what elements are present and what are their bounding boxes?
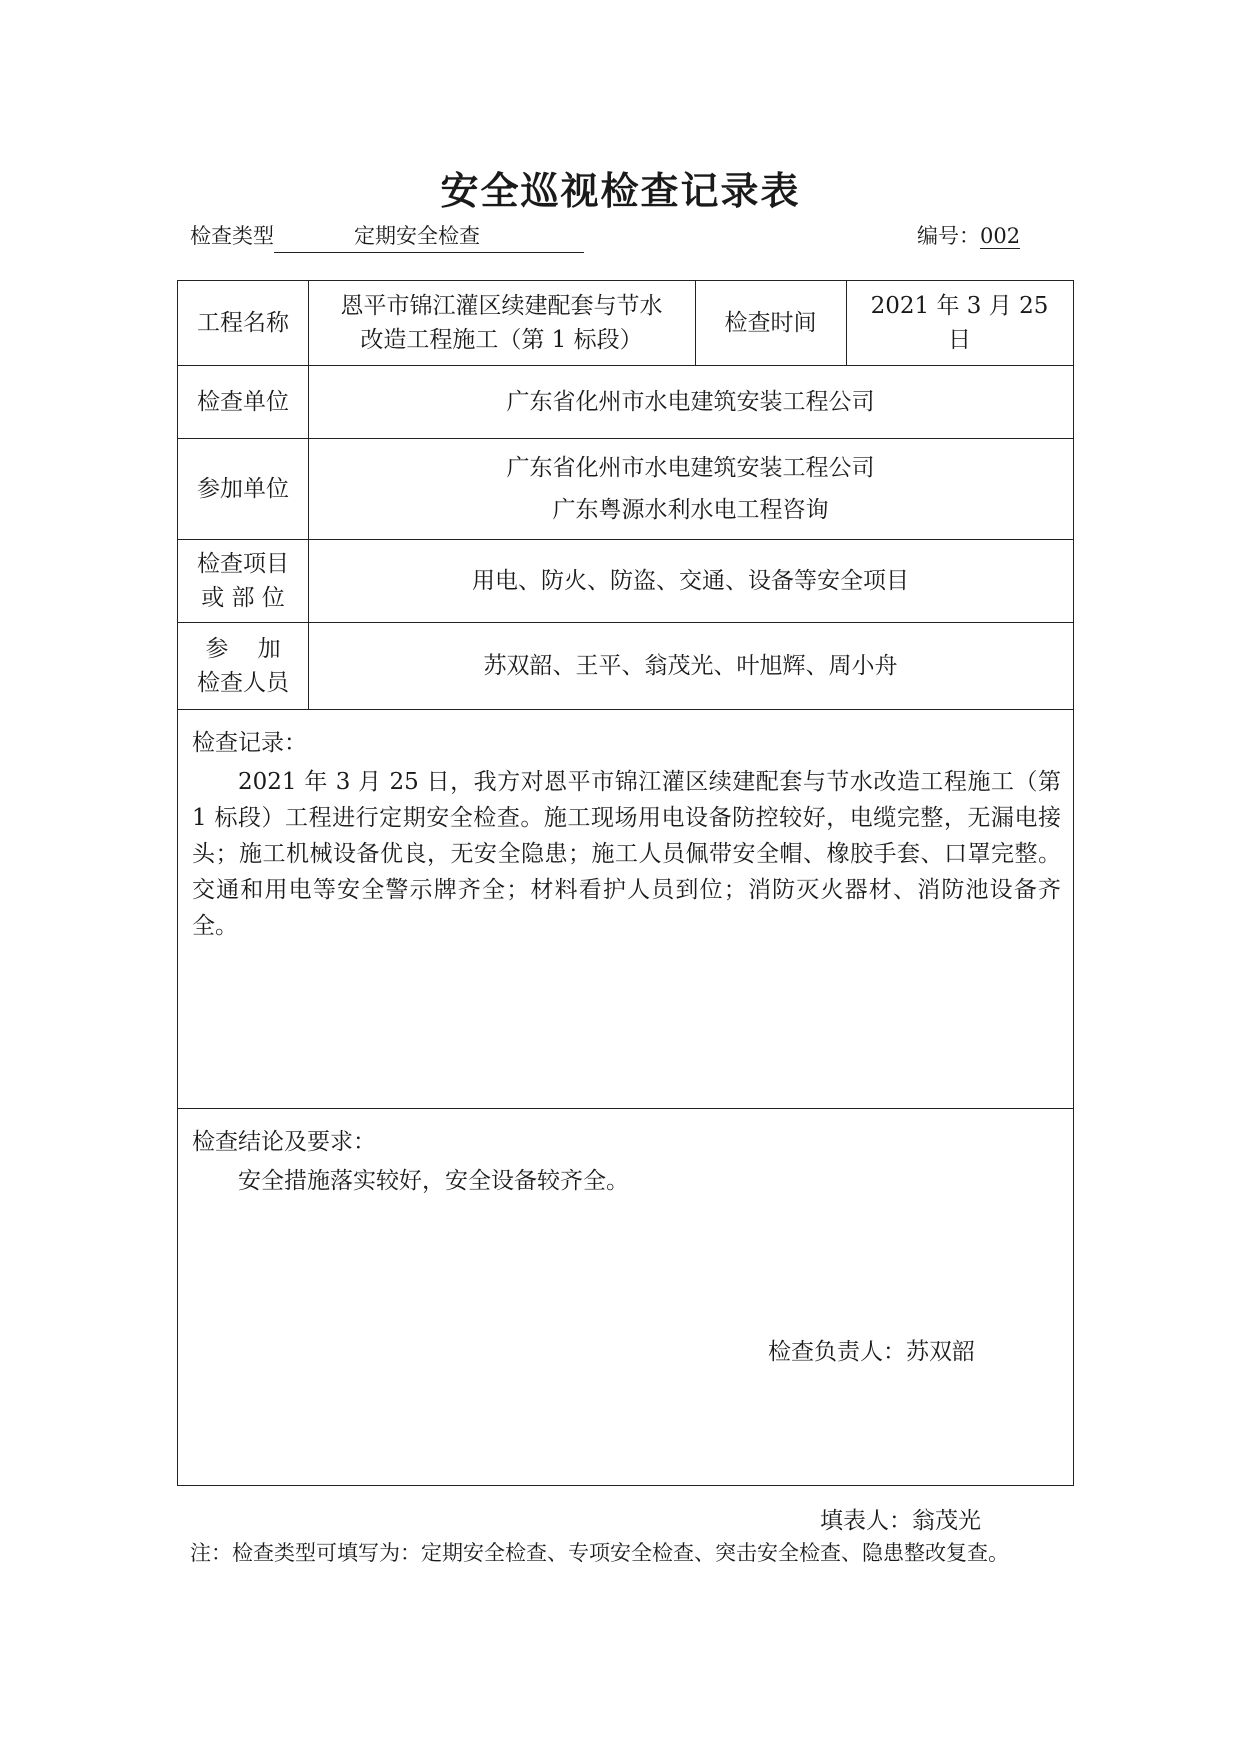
responsible-name[interactable]: 苏双韶 xyxy=(906,1339,975,1365)
row-divider xyxy=(178,1108,1073,1109)
record-text[interactable]: 2021 年 3 月 25 日，我方对恩平市锦江灌区续建配套与节水改造工程施工（第 1 标段）工程进行定期安全检查。施工现场用电设备防控较好，电缆完整，无漏电接头；施工机械设备优良，无安全隐患；施工人员佩带安全帽、橡胶手套、口罩完整。交通和用电等安全警示牌齐全；材料看护人员到位；消防灭火器材、消防池设备齐全。 xyxy=(192,769,1061,939)
footer-note: 注：检查类型可填写为：定期安全检查、专项安全检查、突击安全检查、隐患整改复查。 xyxy=(190,1541,1009,1565)
filler-line xyxy=(820,1502,981,1535)
participating-unit: 广东粤源水利水电工程咨询 xyxy=(552,496,829,523)
personnel-label: 参 加 检查人员 xyxy=(197,635,289,696)
inspecting-unit-label: 检查单位 xyxy=(197,388,289,415)
document-number-line xyxy=(917,220,1020,250)
inspection-form-table xyxy=(177,280,1074,1486)
conclusion-text[interactable]: 安全措施落实较好，安全设备较齐全。 xyxy=(238,1168,629,1194)
responsible-person xyxy=(768,1333,975,1366)
record-label: 检查记录： xyxy=(192,730,307,756)
row-divider xyxy=(178,709,1073,710)
project-name-label: 工程名称 xyxy=(197,310,289,336)
filler-label: 填表人： xyxy=(820,1508,912,1534)
inspection-items-value[interactable]: 用电、防火、防盗、交通、设备等安全项目 xyxy=(472,567,909,594)
inspecting-unit-value[interactable]: 广东省化州市水电建筑安装工程公司 xyxy=(506,388,875,415)
document-title: 安全巡视检查记录表 xyxy=(440,169,801,213)
personnel-value[interactable]: 苏双韶、王平、翁茂光、叶旭辉、周小舟 xyxy=(483,652,898,679)
inspection-type-value[interactable]: 定期安全检查 xyxy=(274,220,584,253)
conclusion-label: 检查结论及要求： xyxy=(192,1129,376,1155)
inspection-items-label: 检查项目 或 部 位 xyxy=(197,550,289,611)
document-number-label: 编号： xyxy=(917,224,980,248)
inspection-type-line xyxy=(190,220,584,253)
participating-unit: 广东省化州市水电建筑安装工程公司 xyxy=(506,454,875,481)
inspection-time-value[interactable]: 2021 年 3 月 25 日 xyxy=(870,293,1049,353)
inspection-time-label: 检查时间 xyxy=(724,310,817,336)
filler-name[interactable]: 翁茂光 xyxy=(912,1508,981,1534)
participating-units-value[interactable] xyxy=(308,438,1073,539)
responsible-label: 检查负责人： xyxy=(768,1339,906,1365)
participating-units-label: 参加单位 xyxy=(197,475,289,502)
inspection-type-label: 检查类型 xyxy=(190,224,274,248)
project-name-value[interactable]: 恩平市锦江灌区续建配套与节水 改造工程施工（第 1 标段） xyxy=(340,293,663,353)
document-number-value[interactable]: 002 xyxy=(980,224,1021,248)
